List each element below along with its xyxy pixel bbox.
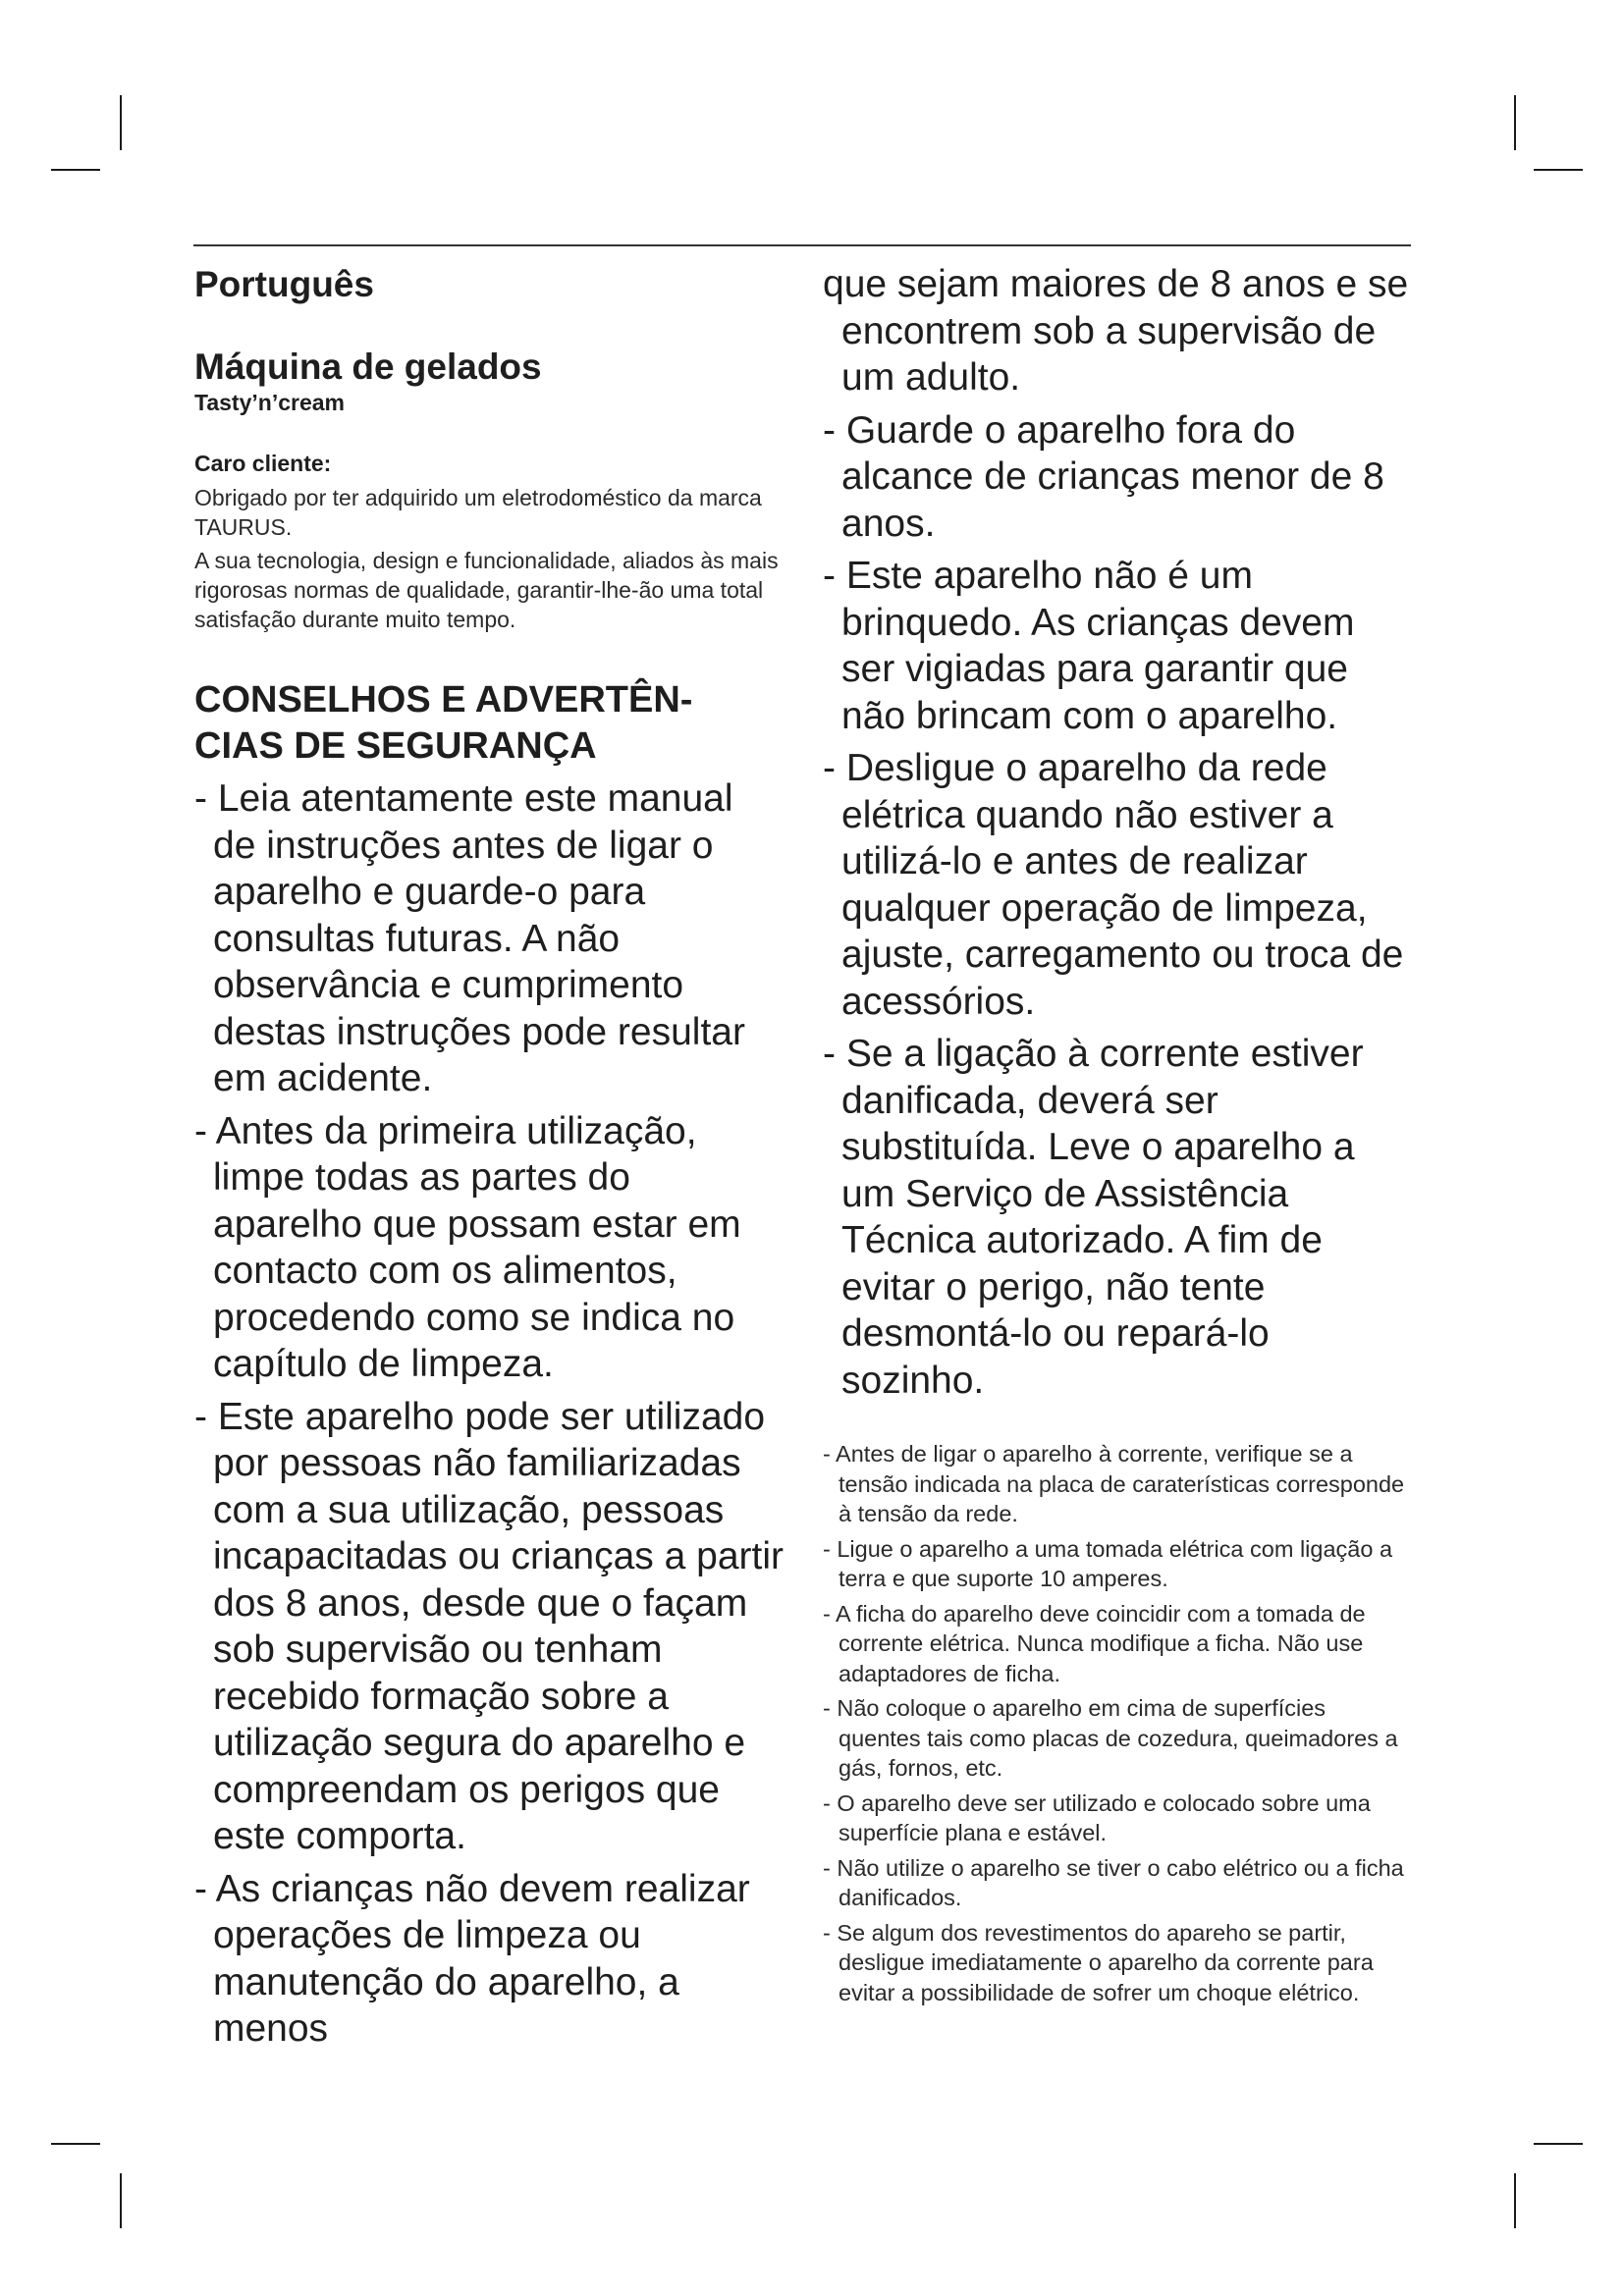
safety-item: - Este aparelho não é um brinquedo. As crianças devem ser vigiadas para garantir que não brincam com o aparelho. [823,555,1355,737]
greeting: Caro cliente: [194,451,332,476]
small-safety-list [823,1439,1412,2007]
safety-item: - Guarde o aparelho fora do alcance de crianças menor de 8 anos. [823,408,1384,545]
small-safety-item: - Não utilize o aparelho se tiver o cabo elétrico ou a ficha danificados. [823,1854,1404,1910]
crop-mark [120,2173,122,2228]
crop-mark [51,169,100,171]
safety-heading-line1: CONSELHOS E ADVERTÊN- [194,679,693,721]
small-safety-item: - A ficha do aparelho deve coincidir com a tomada de corrente elétrica. Nunca modifique a ficha. Não use adaptadores de ficha. [823,1600,1366,1686]
small-safety-item: - Se algum dos revestimentos do apareho se partir, desligue imediatamente o aparelho da corrente para evitar a possibilidade de sofrer um choque elétrico. [823,1919,1374,2005]
small-safety-item: - Não coloque o aparelho em cima de superfícies quentes tais como placas de cozedura, queimadores a gás, fornos, etc. [823,1695,1398,1781]
safety-item: - As crianças não devem realizar operações de limpeza ou manutenção do aparelho, a menos [194,1867,750,2050]
header-rule [193,244,1411,246]
safety-heading [194,677,784,770]
language-heading: Português [194,264,374,304]
safety-item-continuation: que sejam maiores de 8 anos e se encontrem sob a supervisão de um adulto. [823,263,1409,399]
small-safety-item: - Ligue o aparelho a uma tomada elétrica com ligação a terra e que suporte 10 amperes. [823,1535,1393,1591]
crop-mark [1514,95,1516,150]
right-column [823,263,1412,2012]
safety-item: - Se a ligação à corrente estiver danificada, deverá ser substituída. Leve o aparelho a um Serviço de Assistência Técnica autorizado. A fim de evitar o perigo, não tente desmontá-lo ou repará-lo sozinho. [823,1033,1364,1402]
safety-heading-line2: CIAS DE SEGURANÇA [194,725,597,767]
safety-item: - Este aparelho pode ser utilizado por pessoas não familiarizadas com a sua utilização, pessoas incapacitadas ou crianças a partir dos 8 anos, desde que o façam sob supervisão ou tenham recebido formação sobre a utilização segura do aparelho e compreendam os perigos que este comporta. [194,1395,784,1857]
crop-mark [120,95,122,150]
product-title: Máquina de gelados [194,347,542,387]
intro-paragraph: Obrigado por ter adquirido um eletrodoméstico da marca TAURUS. [194,485,762,540]
small-safety-item: - O aparelho deve ser utilizado e colocado sobre uma superfície plana e estável. [823,1789,1371,1845]
model-name: Tasty’n’cream [194,390,345,415]
safety-item: - Desligue o aparelho da rede elétrica quando não estiver a utilizá-lo e antes de realizar qualquer operação de limpeza, ajuste, carregamento ou troca de acessórios. [823,747,1404,1023]
crop-mark [1534,2143,1583,2145]
safety-item: - Leia atentamente este manual de instruções antes de ligar o aparelho e guarde-o para consultas futuras. A não observância e cumprimento destas instruções pode resultar em acidente. [194,777,745,1099]
safety-item: - Antes da primeira utilização, limpe todas as partes do aparelho que possam estar em contacto com os alimentos, procedendo como se indica no capítulo de limpeza. [194,1109,741,1385]
crop-mark [1534,169,1583,171]
left-column [194,263,784,2058]
crop-mark [1514,2173,1516,2228]
small-safety-item: - Antes de ligar o aparelho à corrente, verifique se a tensão indicada na placa de caraterísticas corresponde à tensão da rede. [823,1441,1405,1526]
crop-mark [51,2143,100,2145]
intro-paragraph: A sua tecnologia, design e funcionalidade, aliados às mais rigorosas normas de qualidade, garantir-lhe-ão uma total satisfação durante muito tempo. [194,548,779,632]
